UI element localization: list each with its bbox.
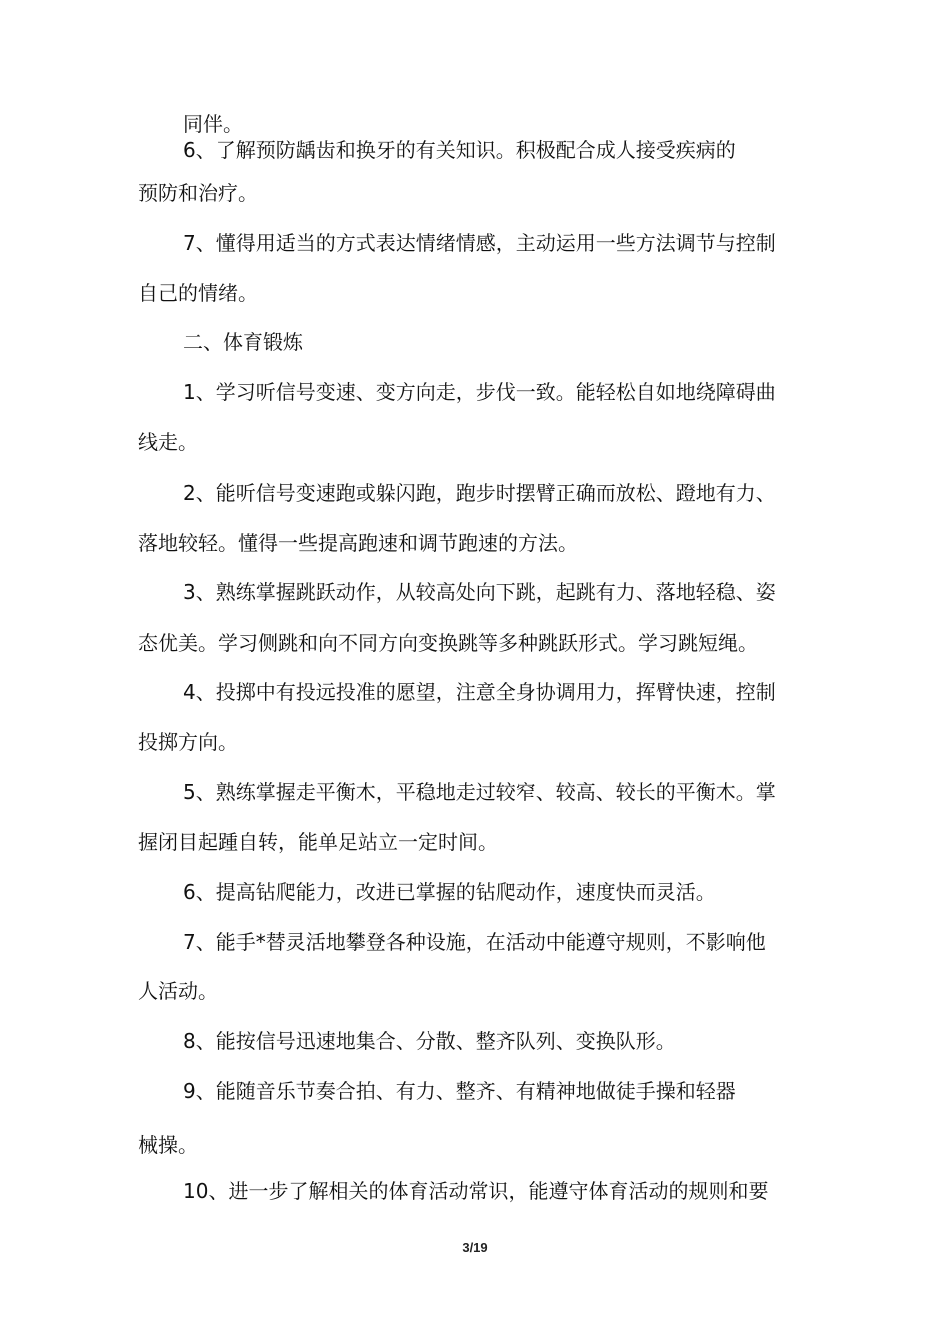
- text-line-18: 7、能手*替灵活地攀登各种设施，在活动中能遵守规则，不影响他: [183, 930, 766, 954]
- text-line-4: 7、懂得用适当的方式表达情绪情感，主动运用一些方法调节与控制: [183, 231, 776, 255]
- text-line-5: 自己的情绪。: [138, 281, 258, 305]
- text-line-15: 5、熟练掌握走平衡木，平稳地走过较窄、较高、较长的平衡木。掌: [183, 780, 776, 804]
- text-line-2: 6、了解预防龋齿和换牙的有关知识。积极配合成人接受疾病的: [183, 138, 736, 162]
- section-heading: 二、体育锻炼: [183, 330, 303, 354]
- text-line-20: 8、能按信号迅速地集合、分散、整齐队列、变换队形。: [183, 1029, 676, 1053]
- text-line-17: 6、提高钻爬能力，改进已掌握的钻爬动作，速度快而灵活。: [183, 880, 716, 904]
- text-line-11: 3、熟练掌握跳跃动作，从较高处向下跳，起跳有力、落地轻稳、姿: [183, 580, 776, 604]
- text-line-7: 1、学习听信号变速、变方向走，步伐一致。能轻松自如地绕障碍曲: [183, 380, 776, 404]
- text-line-12: 态优美。学习侧跳和向不同方向变换跳等多种跳跃形式。学习跳短绳。: [138, 631, 758, 655]
- page-number: 3/19: [462, 1240, 488, 1255]
- text-line-19: 人活动。: [138, 979, 218, 1003]
- text-line-13: 4、投掷中有投远投准的愿望，注意全身协调用力，挥臂快速，控制: [183, 680, 776, 704]
- text-line-22: 械操。: [138, 1133, 198, 1157]
- text-line-9: 2、能听信号变速跑或躲闪跑，跑步时摆臂正确而放松、蹬地有力、: [183, 481, 776, 505]
- text-line-21: 9、能随音乐节奏合拍、有力、整齐、有精神地做徒手操和轻器: [183, 1079, 736, 1103]
- text-line-1: 同伴。: [183, 112, 243, 136]
- text-line-14: 投掷方向。: [138, 730, 238, 754]
- text-line-16: 握闭目起踵自转，能单足站立一定时间。: [138, 830, 498, 854]
- text-line-23: 10、进一步了解相关的体育活动常识，能遵守体育活动的规则和要: [183, 1179, 769, 1203]
- text-line-10: 落地较轻。懂得一些提高跑速和调节跑速的方法。: [138, 531, 578, 555]
- text-line-8: 线走。: [138, 430, 198, 454]
- text-line-3: 预防和治疗。: [138, 181, 258, 205]
